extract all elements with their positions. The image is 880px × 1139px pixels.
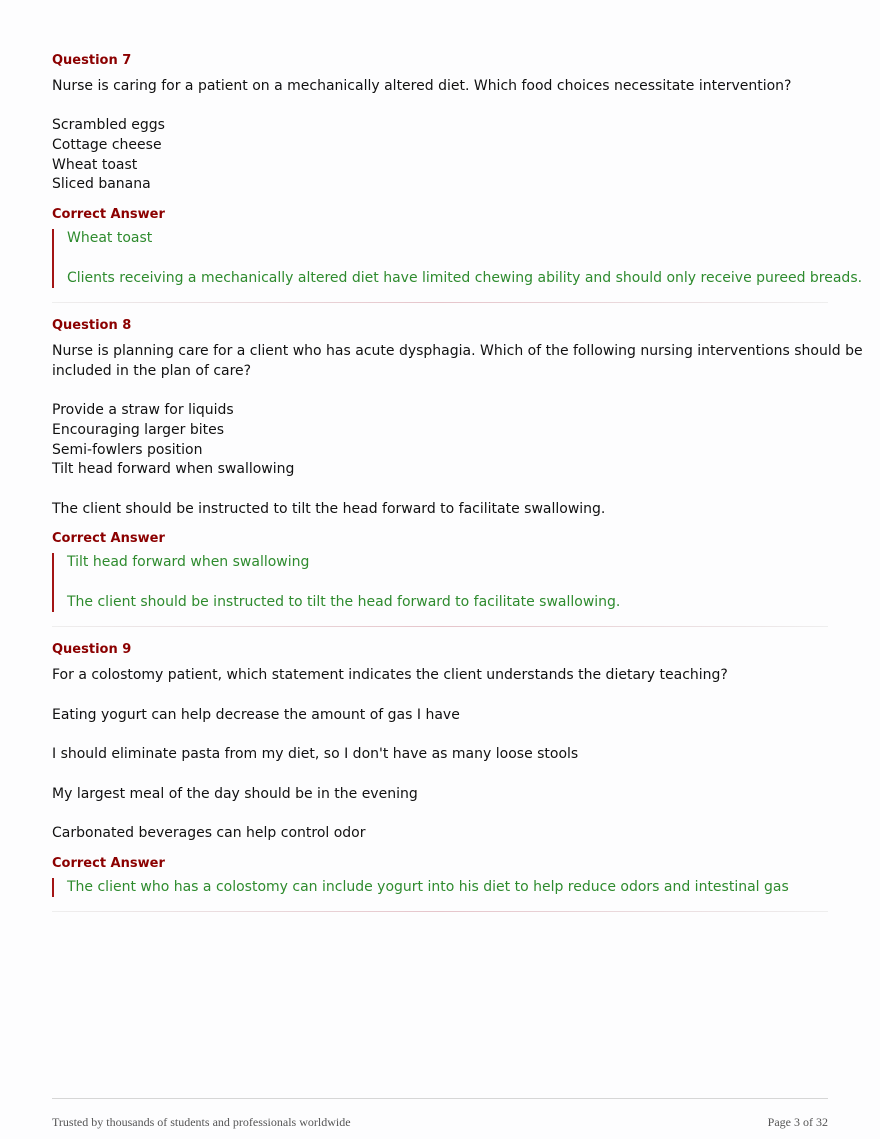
blank-line (52, 686, 828, 706)
blank-line (67, 249, 828, 269)
question-text-line: Semi-fowlers position (52, 441, 203, 458)
question-text-line: Nurse is planning care for a client who has acute dysphagia. Which of the following nursing interventions should be (52, 343, 863, 360)
question-list (52, 51, 863, 925)
blank-line (52, 765, 828, 785)
question-label: Question 8 (52, 318, 132, 334)
correct-answer-box (52, 553, 828, 612)
blank-line (52, 804, 828, 824)
correct-answer-label: Correct Answer (52, 207, 165, 223)
correct-answer-label: Correct Answer (52, 531, 165, 547)
question-block (52, 316, 863, 627)
footer-tagline: Trusted by thousands of students and professionals worldwide (52, 1115, 351, 1129)
question-text-line: included in the plan of care? (52, 362, 252, 379)
question-divider (52, 911, 828, 912)
question-text-line: Carbonated beverages can help control odor (52, 824, 366, 841)
blank-line (52, 382, 828, 402)
question-text-line: Nurse is caring for a patient on a mechanically altered diet. Which food choices necessitate intervention? (52, 78, 792, 94)
answer-text-line: The client who has a colostomy can include yogurt into his diet to help reduce odors and intestinal gas (67, 878, 789, 895)
blank-line (52, 480, 828, 500)
page-footer (52, 1115, 828, 1130)
question-text-line: Sliced banana (52, 176, 151, 193)
question-text-line: For a colostomy patient, which statement indicates the client understands the dietary teaching? (52, 667, 728, 684)
blank-line (52, 726, 828, 746)
question-text-line: The client should be instructed to tilt the head forward to facilitate swallowing. (52, 500, 606, 517)
question-text-line: Provide a straw for liquids (52, 402, 234, 419)
question-text-line: Tilt head forward when swallowing (52, 461, 295, 478)
question-block (52, 640, 828, 912)
correct-answer-box (52, 229, 863, 288)
question-text-line: Eating yogurt can help decrease the amount of gas I have (52, 706, 460, 723)
footer-divider (52, 1098, 828, 1099)
answer-text-line: Tilt head forward when swallowing (67, 554, 310, 571)
question-divider (52, 626, 828, 627)
correct-answer-box (52, 878, 828, 898)
question-text-line: Encouraging larger bites (52, 421, 225, 438)
answer-text-line: Wheat toast (67, 230, 153, 247)
question-block (52, 51, 863, 303)
correct-answer-label: Correct Answer (52, 855, 165, 871)
question-divider (52, 302, 828, 303)
page-number: Page 3 of 32 (767, 1115, 828, 1129)
question-text-line: I should eliminate pasta from my diet, so I don't have as many loose stools (52, 746, 579, 763)
question-label: Question 9 (52, 642, 132, 658)
question-label: Question 7 (52, 53, 132, 68)
question-text-line: Cottage cheese (52, 137, 162, 154)
blank-line (52, 97, 828, 117)
answer-text-line: The client should be instructed to tilt the head forward to facilitate swallowing. (67, 593, 621, 610)
question-text-line: Wheat toast (52, 156, 138, 173)
question-text-line: Scrambled eggs (52, 117, 165, 134)
blank-line (67, 573, 828, 593)
question-text-line: My largest meal of the day should be in the evening (52, 785, 418, 802)
answer-text-line: Clients receiving a mechanically altered diet have limited chewing ability and should only receive pureed breads. (67, 269, 863, 286)
